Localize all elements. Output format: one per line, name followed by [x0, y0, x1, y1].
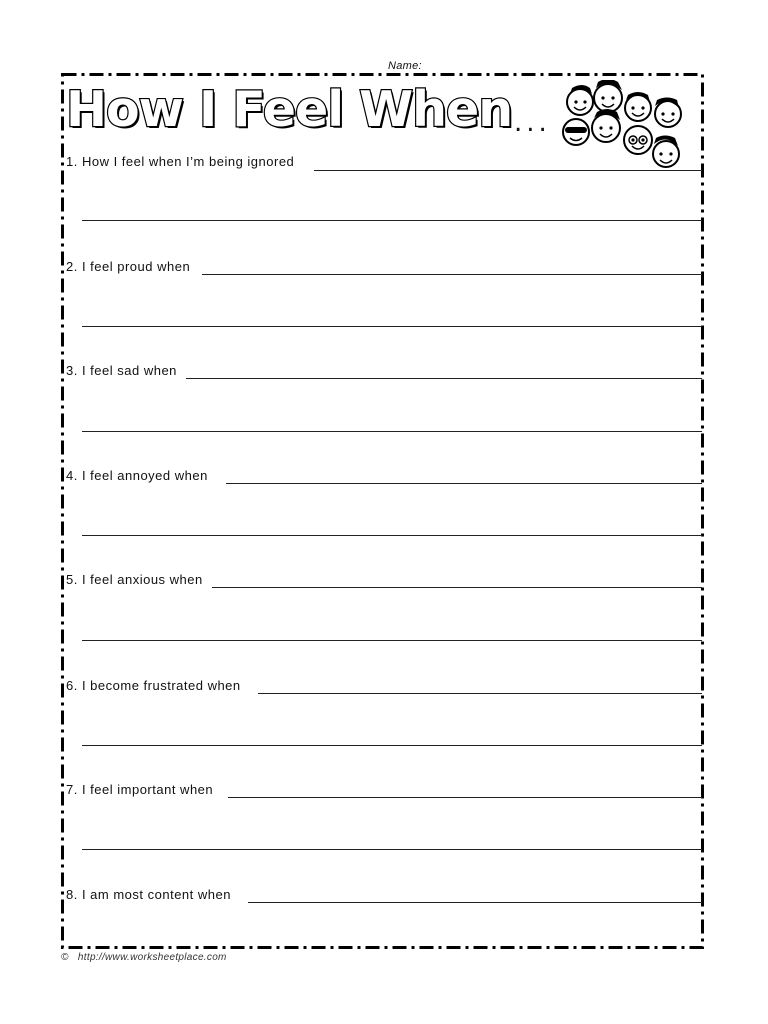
group-of-kids-faces-icon — [558, 80, 706, 176]
answer-line[interactable] — [186, 378, 702, 379]
answer-line[interactable] — [258, 693, 702, 694]
answer-line[interactable] — [82, 431, 702, 432]
answer-line[interactable] — [82, 220, 702, 221]
title-ellipsis: ... — [514, 108, 551, 138]
answer-line[interactable] — [248, 902, 702, 903]
question-3: 3. I feel sad when — [66, 363, 177, 378]
footer-url[interactable]: http://www.worksheetplace.com — [77, 952, 227, 963]
answer-line[interactable] — [226, 483, 702, 484]
copyright-symbol: © — [61, 952, 69, 963]
answer-line[interactable] — [82, 326, 702, 327]
answer-line[interactable] — [82, 745, 702, 746]
answer-line[interactable] — [314, 170, 702, 171]
question-7: 7. I feel important when — [66, 782, 214, 797]
name-label: Name: — [388, 60, 422, 72]
dash-dot-border — [61, 73, 704, 949]
answer-line[interactable] — [202, 274, 702, 275]
footer-credit — [61, 952, 227, 963]
question-5: 5. I feel anxious when — [66, 572, 203, 587]
page-title: How I Feel When — [66, 81, 513, 138]
answer-line[interactable] — [82, 849, 702, 850]
answer-line[interactable] — [212, 587, 702, 588]
question-4: 4. I feel annoyed when — [66, 468, 208, 483]
question-6: 6. I become frustrated when — [66, 678, 241, 693]
question-8: 8. I am most content when — [66, 887, 231, 902]
answer-line[interactable] — [82, 640, 702, 641]
question-1: 1. How I feel when I’m being ignored — [66, 154, 295, 169]
answer-line[interactable] — [82, 535, 702, 536]
question-2: 2. I feel proud when — [66, 259, 191, 274]
border-frame — [61, 73, 704, 949]
answer-line[interactable] — [228, 797, 702, 798]
